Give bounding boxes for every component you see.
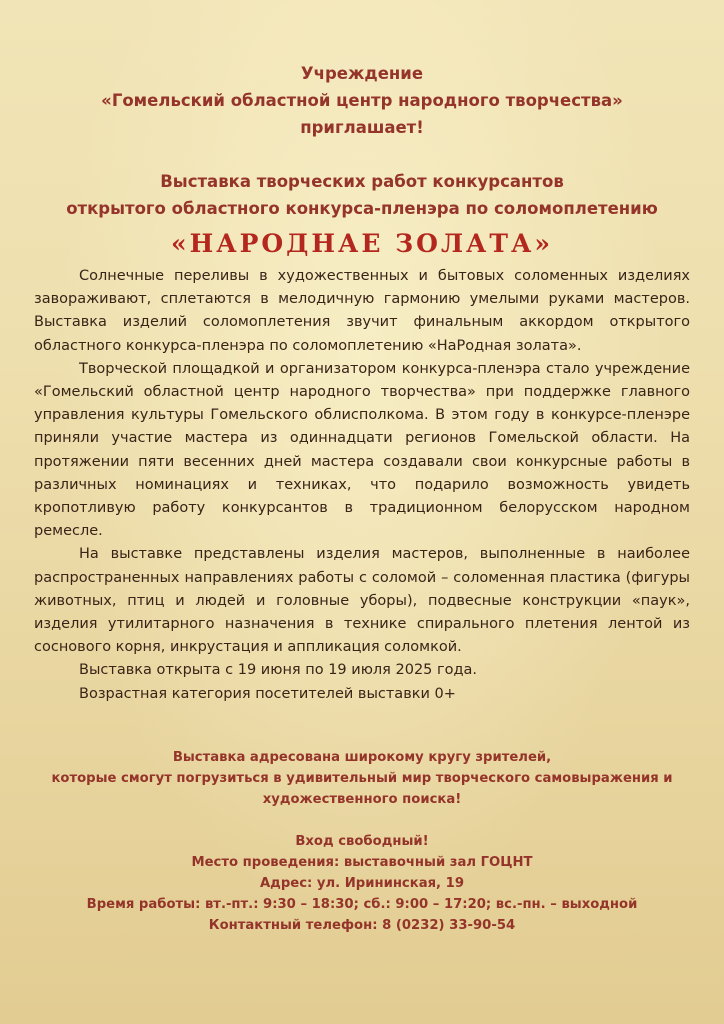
body-dates: Выставка открыта с 19 июня по 19 июля 2025 года.: [79, 662, 478, 679]
body-paragraph-1: Солнечные переливы в художественных и бытовых соломенных изделиях завораживают, сплетаются в мелодичную гармонию умелыми руками мастеров. Выставка изделий соломоплетения звучит финальным аккордом открытого областного конкурса-пленэра по соломоплетению «НаРодная золата».: [34, 268, 690, 354]
footer-entry: Вход свободный!: [295, 834, 429, 849]
subtitle-line-2: открытого областного конкурса-пленэра по соломоплетению: [66, 199, 658, 218]
subtitle-line-1: Выставка творческих работ конкурсантов: [160, 172, 564, 191]
header-organization-name: «Гомельский областной центр народного творчества»: [101, 91, 623, 110]
footer-phone: Контактный телефон: 8 (0232) 33-90-54: [208, 918, 516, 933]
header-institution: Учреждение: [300, 64, 424, 83]
footer-spacer: [20, 810, 704, 831]
body-paragraph-3: На выставке представлены изделия мастеров, выполненные в наиболее распространенных направлениях работы с соломой – соломенная пластика (фигуры животных, птиц и людей и головные уборы), подвесные конструкции «паук», изделия утилитарного назначения в технике спирального плетения лентой из соснового корня, инкрустация и аппликация соломкой.: [34, 546, 690, 656]
body-paragraph-2: Творческой площадкой и организатором конкурса-пленэра стало учреждение «Гомельский областной центр народного творчества» при поддержке главного управления культуры Гомельского облисполкома. В этом году в конкурсе-пленэре приняли участие мастера из одиннадцати регионов Гомельской области. На протяжении пяти весенних дней мастера создавали свои конкурсные работы в различных номинациях и техниках, что подарило возможность увидеть кропотливую работу конкурсантов в традиционном белорусском народном ремесле.: [34, 360, 690, 540]
footer-address: Адрес: ул. Ирининская, 19: [259, 876, 465, 891]
footer-info: [20, 747, 704, 936]
footer-hours: Время работы: вт.-пт.: 9:30 – 18:30; сб.: 9:00 – 17:20; вс.-пн. – выходной: [86, 897, 638, 912]
header: [0, 60, 724, 141]
exhibition-title: «НАРОДНАЕ ЗОЛАТА»: [170, 229, 554, 258]
header-invites: приглашает!: [300, 118, 424, 137]
footer-venue: Место проведения: выставочный зал ГОЦНТ: [191, 855, 533, 870]
exhibition-subtitle: [0, 168, 724, 222]
body-age-category: Возрастная категория посетителей выставки 0+: [79, 685, 456, 702]
footer-audience-line-2: которые смогут погрузиться в удивительный мир творческого самовыражения и художественного поиска!: [51, 771, 673, 807]
footer-audience-line-1: Выставка адресована широкому кругу зрителей,: [172, 750, 552, 765]
body-text: [34, 265, 690, 706]
